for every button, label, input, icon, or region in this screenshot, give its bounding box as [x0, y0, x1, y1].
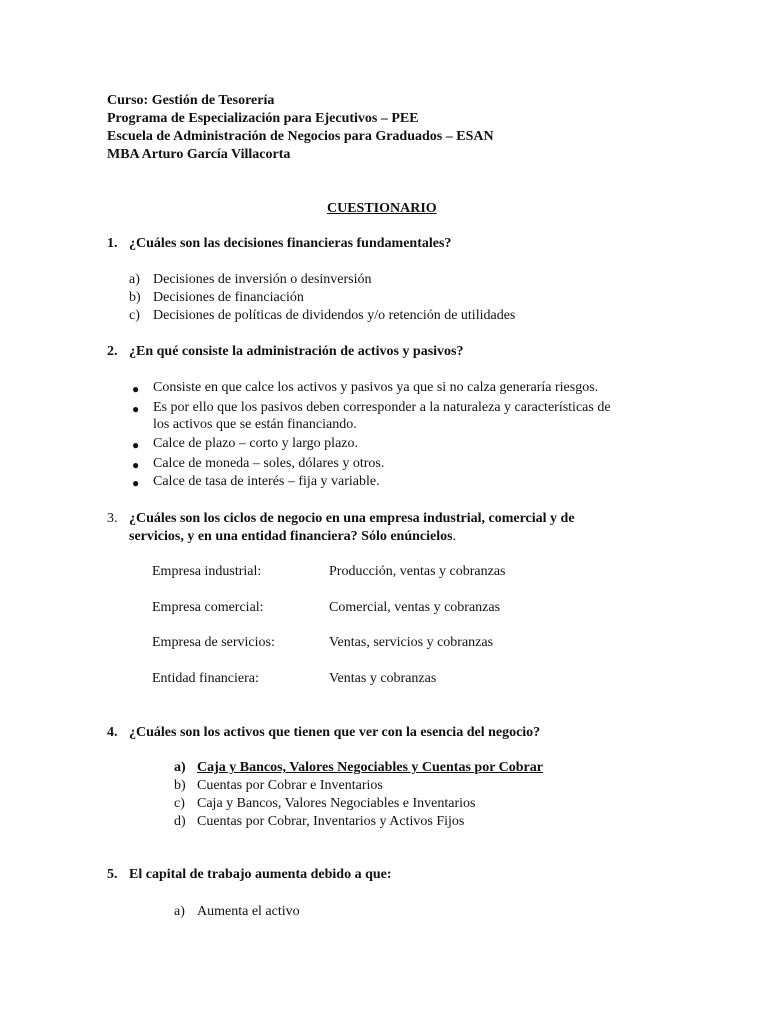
question-4-text: ¿Cuáles son los activos que tienen que ver con la esencia del negocio? — [129, 725, 541, 740]
cycle-value-servicios: Ventas, servicios y cobranzas — [329, 635, 494, 650]
bullet-icon: ● — [132, 476, 140, 490]
q5-option-a-text: Aumenta el activo — [197, 904, 300, 919]
question-4-number: 4. — [107, 725, 118, 740]
question-2-number: 2. — [107, 344, 118, 359]
q1-option-c-text: Decisiones de políticas de dividendos y/o retención de utilidades — [153, 308, 516, 323]
cycle-label-servicios: Empresa de servicios: — [152, 635, 275, 650]
school-line: Escuela de Administración de Negocios para Graduados – ESAN — [107, 129, 494, 144]
question-2-text: ¿En qué consiste la administración de activos y pasivos? — [129, 344, 464, 359]
author-line: MBA Arturo García Villacorta — [107, 147, 291, 162]
bullet-icon: ● — [132, 382, 140, 396]
q4-option-d-letter: d) — [174, 814, 186, 829]
q2-bullet-1: Consiste en que calce los activos y pasivos ya que si no calza generaría riesgos. — [153, 380, 599, 395]
q4-option-a-text-selected: Caja y Bancos, Valores Negociables y Cuentas por Cobrar — [197, 760, 543, 775]
q4-option-b-text: Cuentas por Cobrar e Inventarios — [197, 778, 383, 793]
cycle-value-comercial: Comercial, ventas y cobranzas — [329, 600, 501, 615]
q5-option-a-letter: a) — [174, 904, 185, 919]
q4-option-c-text: Caja y Bancos, Valores Negociables e Inventarios — [197, 796, 476, 811]
q2-bullet-2-continued: los activos que se están financiando. — [153, 417, 357, 432]
q4-option-c-letter: c) — [174, 796, 185, 811]
q2-bullet-5: Calce de tasa de interés – fija y variable. — [153, 474, 380, 489]
cycle-value-industrial: Producción, ventas y cobranzas — [329, 564, 506, 579]
document-title: CUESTIONARIO — [327, 201, 437, 216]
cycle-value-financiera: Ventas y cobranzas — [329, 671, 437, 686]
q1-option-a-letter: a) — [129, 272, 140, 287]
bullet-icon: ● — [132, 402, 140, 416]
cycle-label-financiera: Entidad financiera: — [152, 671, 259, 686]
bullet-icon: ● — [132, 458, 140, 472]
cycle-label-comercial: Empresa comercial: — [152, 600, 264, 615]
question-3-text-line2 — [129, 528, 456, 546]
question-3-number: 3. — [107, 511, 118, 526]
program-line: Programa de Especialización para Ejecutivos – PEE — [107, 111, 419, 126]
q4-option-d-text: Cuentas por Cobrar, Inventarios y Activos Fijos — [197, 814, 465, 829]
question-5-text: El capital de trabajo aumenta debido a que: — [129, 867, 392, 882]
cycle-label-industrial: Empresa industrial: — [152, 564, 262, 579]
question-1-number: 1. — [107, 236, 118, 251]
q2-bullet-3: Calce de plazo – corto y largo plazo. — [153, 436, 358, 451]
question-5-number: 5. — [107, 867, 118, 882]
q2-bullet-4: Calce de moneda – soles, dólares y otros. — [153, 456, 385, 471]
question-3-text-line2-bold: servicios, y en una entidad financiera? Sólo enúncielos — [129, 529, 453, 544]
q1-option-c-letter: c) — [129, 308, 140, 323]
q4-option-a-letter: a) — [174, 760, 186, 775]
q1-option-b-text: Decisiones de financiación — [153, 290, 304, 305]
question-3-text-line1: ¿Cuáles son los ciclos de negocio en una empresa industrial, comercial y de — [129, 511, 575, 526]
course-line: Curso: Gestión de Tesorería — [107, 93, 275, 108]
q1-option-a-text: Decisiones de inversión o desinversión — [153, 272, 372, 287]
question-1-text: ¿Cuáles son las decisiones financieras fundamentales? — [129, 236, 452, 251]
bullet-icon: ● — [132, 438, 140, 452]
question-3-period: . — [452, 529, 457, 544]
q4-option-b-letter: b) — [174, 778, 186, 793]
q1-option-b-letter: b) — [129, 290, 141, 305]
q2-bullet-2: Es por ello que los pasivos deben corresponder a la naturaleza y características de — [153, 400, 611, 415]
